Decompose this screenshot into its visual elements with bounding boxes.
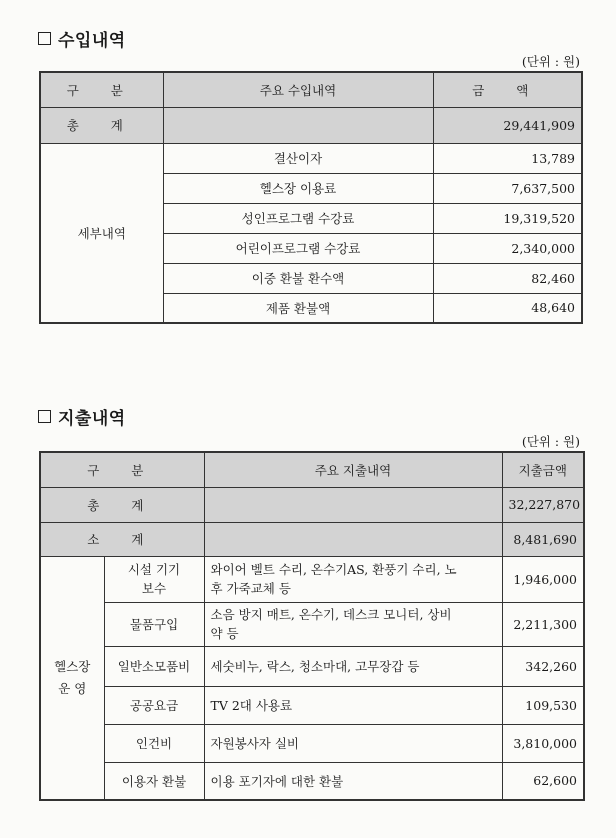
expense-amount: 3,810,000 bbox=[502, 724, 584, 762]
expense-category: 물품구입 bbox=[104, 602, 204, 646]
expense-group-label-line2: 운 영 bbox=[58, 680, 87, 696]
income-header-row bbox=[40, 72, 582, 107]
expense-detail-line2: 후 가죽교체 등 bbox=[210, 581, 291, 596]
income-amount: 13,789 bbox=[433, 143, 582, 173]
table-row bbox=[40, 556, 584, 602]
income-item: 결산이자 bbox=[163, 143, 433, 173]
expense-amount: 342,260 bbox=[502, 646, 584, 686]
expense-total-row bbox=[40, 487, 584, 522]
income-header-details: 주요 수입내역 bbox=[163, 72, 433, 107]
income-header-category: 구 분 bbox=[40, 72, 163, 107]
income-amount: 19,319,520 bbox=[433, 203, 582, 233]
expense-amount: 109,530 bbox=[502, 686, 584, 724]
expense-subtotal-empty bbox=[204, 522, 502, 556]
expense-detail: TV 2대 사용료 bbox=[204, 686, 502, 724]
expense-amount: 2,211,300 bbox=[502, 602, 584, 646]
income-total-row bbox=[40, 107, 582, 143]
expense-total-amount: 32,227,870 bbox=[502, 487, 584, 522]
table-row bbox=[40, 602, 584, 646]
checkbox-square-icon bbox=[38, 410, 51, 423]
table-row bbox=[40, 143, 582, 173]
income-header-amount: 금 액 bbox=[433, 72, 582, 107]
income-item: 제품 환불액 bbox=[163, 293, 433, 323]
expense-amount: 62,600 bbox=[502, 762, 584, 800]
expense-header-amount: 지출금액 bbox=[502, 452, 584, 487]
expense-section-title bbox=[38, 404, 126, 429]
expense-detail: 이용 포기자에 대한 환불 bbox=[204, 762, 502, 800]
expense-subtotal-amount: 8,481,690 bbox=[502, 522, 584, 556]
expense-detail-line1: 와이어 벨트 수리, 온수기AS, 환풍기 수리, 노 bbox=[210, 562, 457, 577]
expense-title-text: 지출내역 bbox=[58, 409, 126, 429]
income-amount: 82,460 bbox=[433, 263, 582, 293]
income-total-empty bbox=[163, 107, 433, 143]
income-total-label: 총 계 bbox=[40, 107, 163, 143]
expense-subtotal-label: 소 계 bbox=[40, 522, 204, 556]
expense-group-label-line1: 헬스장 bbox=[54, 658, 91, 674]
expense-header-category: 구 분 bbox=[40, 452, 204, 487]
expense-detail bbox=[204, 602, 502, 646]
expense-subtotal-row bbox=[40, 522, 584, 556]
table-row bbox=[40, 724, 584, 762]
income-total-amount: 29,441,909 bbox=[433, 107, 582, 143]
expense-detail: 세숫비누, 락스, 청소마대, 고무장갑 등 bbox=[204, 646, 502, 686]
income-item: 성인프로그램 수강료 bbox=[163, 203, 433, 233]
income-amount: 7,637,500 bbox=[433, 173, 582, 203]
table-row bbox=[40, 686, 584, 724]
expense-category: 일반소모품비 bbox=[104, 646, 204, 686]
expense-category: 인건비 bbox=[104, 724, 204, 762]
table-row bbox=[40, 646, 584, 686]
table-row bbox=[40, 762, 584, 800]
income-table bbox=[39, 71, 583, 324]
expense-detail bbox=[204, 556, 502, 602]
expense-category-line2: 보수 bbox=[141, 581, 167, 596]
expense-category bbox=[104, 556, 204, 602]
expense-table bbox=[39, 451, 585, 801]
expense-amount: 1,946,000 bbox=[502, 556, 584, 602]
expense-unit-label: (단위 : 원) bbox=[521, 434, 580, 449]
expense-detail: 자원봉사자 실비 bbox=[204, 724, 502, 762]
expense-category: 이용자 환불 bbox=[104, 762, 204, 800]
income-item: 어린이프로그램 수강료 bbox=[163, 233, 433, 263]
expense-detail-line1: 소음 방지 매트, 온수기, 데스크 모니터, 상비 bbox=[210, 607, 452, 622]
income-item: 이중 환불 환수액 bbox=[163, 263, 433, 293]
expense-detail-line2: 약 등 bbox=[210, 626, 239, 641]
income-group-label: 세부내역 bbox=[40, 143, 163, 323]
income-section-title bbox=[38, 26, 126, 51]
checkbox-square-icon bbox=[38, 32, 51, 45]
income-item: 헬스장 이용료 bbox=[163, 173, 433, 203]
expense-header-details: 주요 지출내역 bbox=[204, 452, 502, 487]
expense-category-line1: 시설 기기 bbox=[127, 562, 181, 577]
expense-group-label bbox=[40, 556, 104, 800]
income-amount: 2,340,000 bbox=[433, 233, 582, 263]
expense-header-row bbox=[40, 452, 584, 487]
income-unit-label: (단위 : 원) bbox=[521, 54, 580, 69]
expense-total-label: 총 계 bbox=[40, 487, 204, 522]
income-title-text: 수입내역 bbox=[58, 31, 126, 51]
expense-category: 공공요금 bbox=[104, 686, 204, 724]
income-amount: 48,640 bbox=[433, 293, 582, 323]
expense-total-empty bbox=[204, 487, 502, 522]
